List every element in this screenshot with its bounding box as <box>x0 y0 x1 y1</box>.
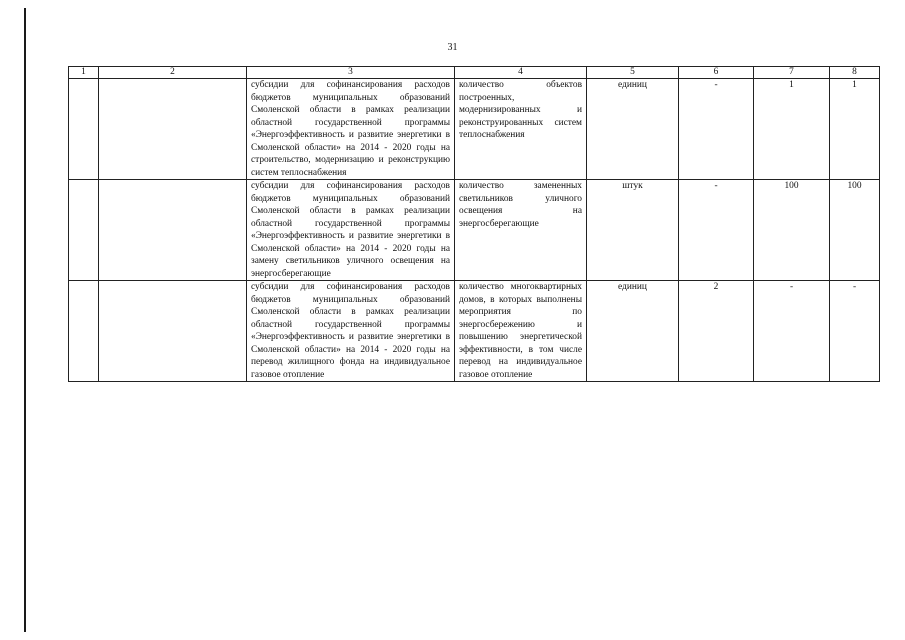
cell-value: - <box>679 79 754 180</box>
column-number-row <box>69 67 880 79</box>
cell-section <box>99 281 247 382</box>
column-header: 3 <box>247 67 455 79</box>
column-header: 1 <box>69 67 99 79</box>
scan-margin-rule <box>24 8 26 632</box>
column-header: 8 <box>830 67 880 79</box>
cell-activity: субсидии для софинансирования расходов бюджетов муниципальных образований Смоленской области в рамках реализации областной государственной программы «Энергоэффективность и развитие энергетики в Смоленской области» на 2014 - 2020 годы на перевод жилищного фонда на индивидуальное газовое отопление <box>247 281 455 382</box>
cell-indicator: количество многоквартирных домов, в которых выполнены мероприятия по энергосбережению и повышению энергетической эффективности, в том числе перевод на индивидуальное газовое отопление <box>455 281 587 382</box>
table-row <box>69 281 880 382</box>
cell-unit: единиц <box>587 79 679 180</box>
cell-indicator: количество объектов построенных, модернизированных и реконструированных систем теплоснабжения <box>455 79 587 180</box>
cell-indicator: количество замененных светильников уличного освещения на энергосберегающие <box>455 180 587 281</box>
cell-number <box>69 281 99 382</box>
cell-unit: единиц <box>587 281 679 382</box>
cell-value: - <box>754 281 830 382</box>
cell-number <box>69 180 99 281</box>
cell-section <box>99 180 247 281</box>
column-header: 5 <box>587 67 679 79</box>
column-header: 7 <box>754 67 830 79</box>
column-header: 6 <box>679 67 754 79</box>
cell-value: 2 <box>679 281 754 382</box>
page-number: 31 <box>447 42 458 53</box>
cell-value: 1 <box>754 79 830 180</box>
column-header: 4 <box>455 67 587 79</box>
column-header: 2 <box>99 67 247 79</box>
indicators-table <box>68 66 880 382</box>
table-row <box>69 180 880 281</box>
cell-value: - <box>679 180 754 281</box>
cell-value: - <box>830 281 880 382</box>
cell-value: 100 <box>830 180 880 281</box>
cell-activity: субсидии для софинансирования расходов бюджетов муниципальных образований Смоленской области в рамках реализации областной государственной программы «Энергоэффективность и развитие энергетики в Смоленской области» на 2014 - 2020 годы на строительство, модернизацию и реконструкцию систем теплоснабжения <box>247 79 455 180</box>
cell-value: 1 <box>830 79 880 180</box>
cell-activity: субсидии для софинансирования расходов бюджетов муниципальных образований Смоленской области в рамках реализации областной государственной программы «Энергоэффективность и развитие энергетики в Смоленской области» на 2014 - 2020 годы на замену светильников уличного освещения на энергосберегающие <box>247 180 455 281</box>
table-row <box>69 79 880 180</box>
cell-section <box>99 79 247 180</box>
cell-unit: штук <box>587 180 679 281</box>
cell-number <box>69 79 99 180</box>
cell-value: 100 <box>754 180 830 281</box>
